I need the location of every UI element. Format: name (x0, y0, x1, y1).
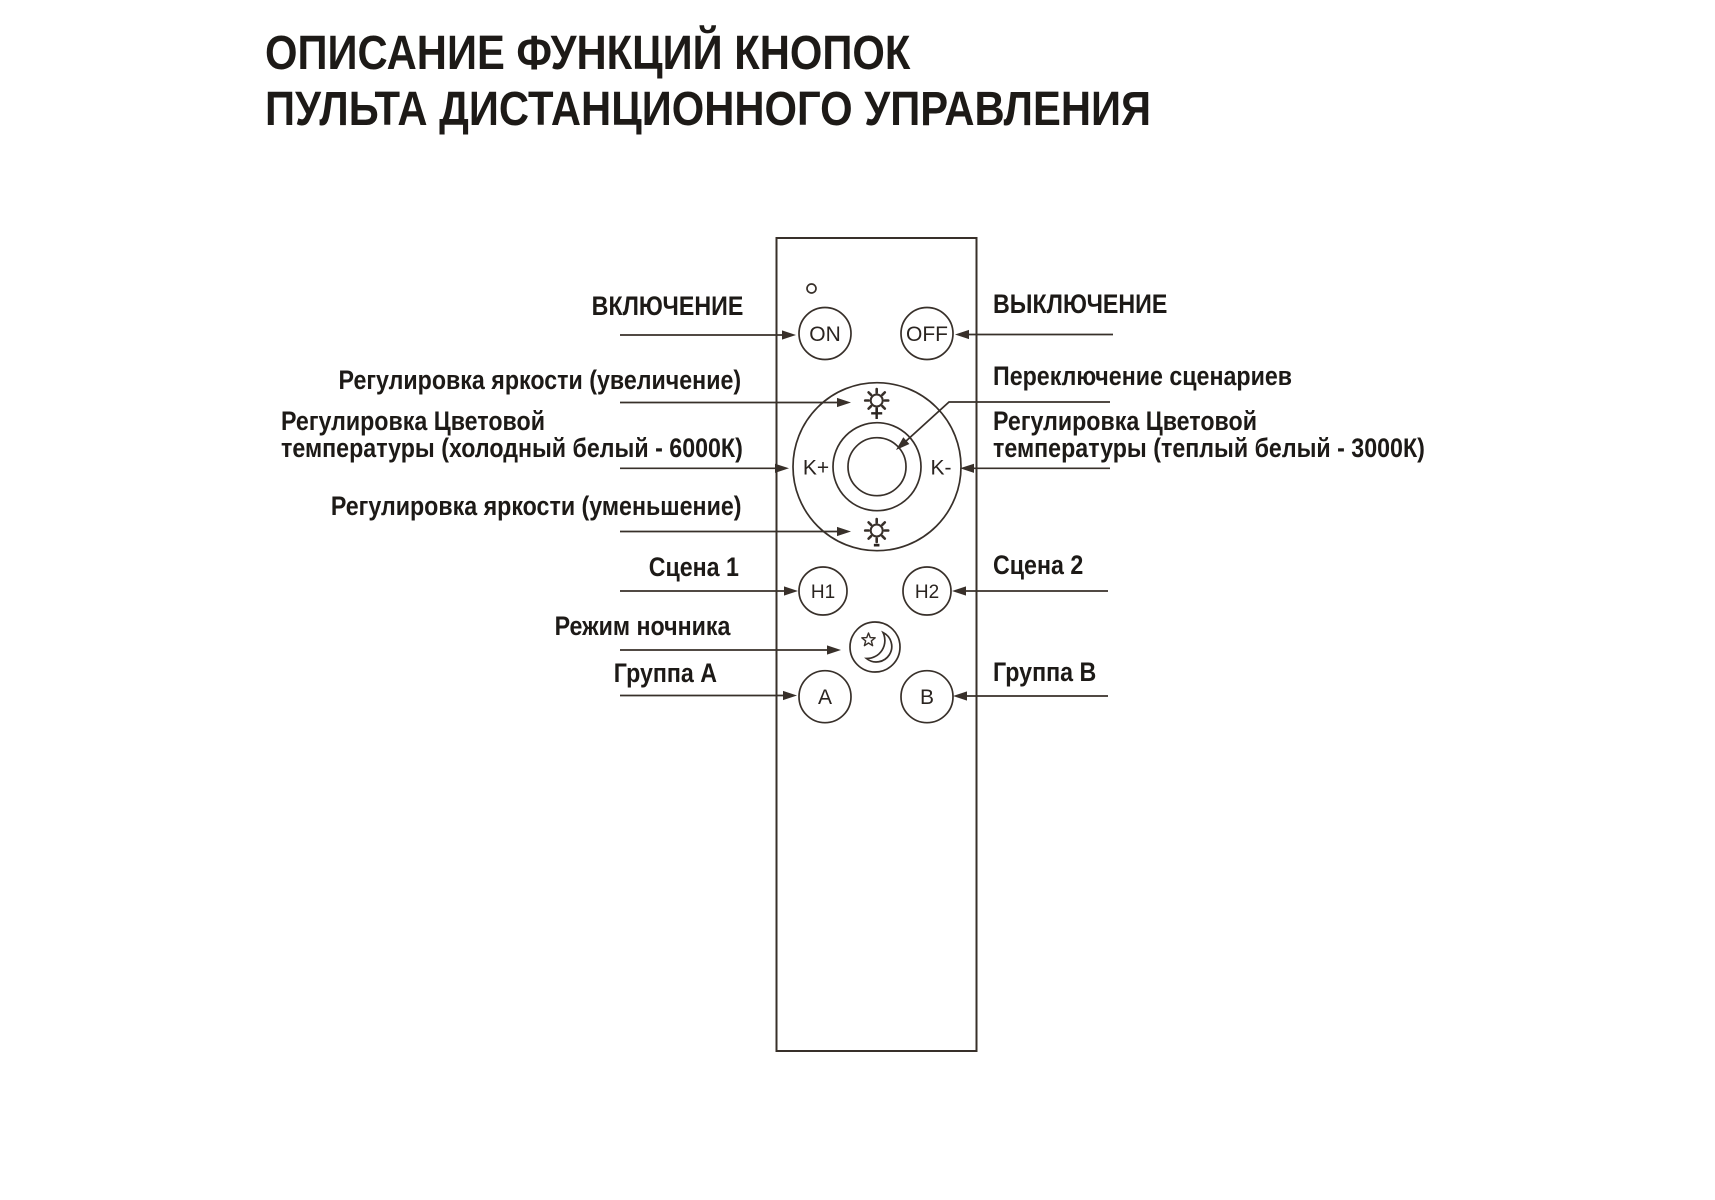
k-plus-label: K+ (802, 456, 830, 480)
h2-button-label: H2 (914, 581, 940, 603)
arrow-brightness-up (620, 398, 851, 407)
label-power-on: ВКЛЮЧЕНИЕ (591, 291, 743, 321)
label-scene-switch: Переключение сценариев (993, 361, 1293, 391)
remote-body-outline (777, 238, 977, 1051)
scene-2-button (903, 567, 951, 615)
arrow-power-off (955, 330, 1113, 339)
scene-1-button (799, 567, 847, 615)
dial-middle-ring (833, 423, 921, 511)
arrow-scene-2 (952, 586, 1108, 595)
h1-button-label: H1 (810, 581, 836, 603)
arrow-color-temp-cold (620, 464, 789, 473)
off-button (901, 308, 953, 360)
arrow-brightness-down (620, 527, 851, 536)
label-power-off: ВЫКЛЮЧЕНИЕ (993, 289, 1168, 319)
label-color-temp-cold-line2: температуры (холодный белый - 6000К) (281, 433, 743, 463)
b-button-label: B (919, 686, 935, 709)
label-group-a: Группа A (613, 658, 717, 688)
star-icon (862, 633, 875, 646)
arrow-color-temp-warm (960, 464, 1110, 473)
page-title-line1: ОПИСАНИЕ ФУНКЦИЙ КНОПОК (265, 27, 911, 80)
group-b-button (901, 671, 953, 723)
page-title-line2: ПУЛЬТА ДИСТАНЦИОННОГО УПРАВЛЕНИЯ (265, 83, 1152, 136)
brightness-plus-sign: + (870, 401, 884, 426)
power-led-icon (807, 284, 816, 293)
on-button-label: ON (809, 323, 841, 346)
dial (793, 383, 961, 556)
night-mode-button (850, 622, 900, 672)
label-brightness-up: Регулировка яркости (увеличение) (338, 365, 741, 395)
label-group-b: Группа B (993, 657, 1097, 687)
k-minus-label: K- (930, 456, 952, 480)
label-color-temp-warm (993, 408, 1425, 462)
group-a-button (799, 671, 851, 723)
arrow-group-a (620, 691, 797, 700)
label-color-temp-warm-line1: Регулировка Цветовой (993, 406, 1257, 436)
label-color-temp-cold-line1: Регулировка Цветовой (281, 406, 545, 436)
label-color-temp-cold (281, 408, 743, 462)
label-night-mode: Режим ночника (554, 611, 730, 641)
brightness-minus-sign: - (873, 531, 881, 556)
label-brightness-down: Регулировка яркости (уменьшение) (330, 491, 741, 521)
label-scene-1: Сцена 1 (648, 552, 739, 582)
label-color-temp-warm-line2: температуры (теплый белый - 3000К) (993, 433, 1425, 463)
off-button-label: OFF (906, 323, 948, 346)
dial-scene-button (848, 438, 906, 496)
arrow-night-mode (620, 645, 841, 654)
label-scene-2: Сцена 2 (993, 550, 1084, 580)
night-mode-icon (862, 633, 892, 662)
a-button-label: A (817, 686, 833, 709)
arrow-scene-1 (620, 586, 798, 595)
on-button (799, 308, 851, 360)
arrow-power-on (620, 330, 796, 339)
